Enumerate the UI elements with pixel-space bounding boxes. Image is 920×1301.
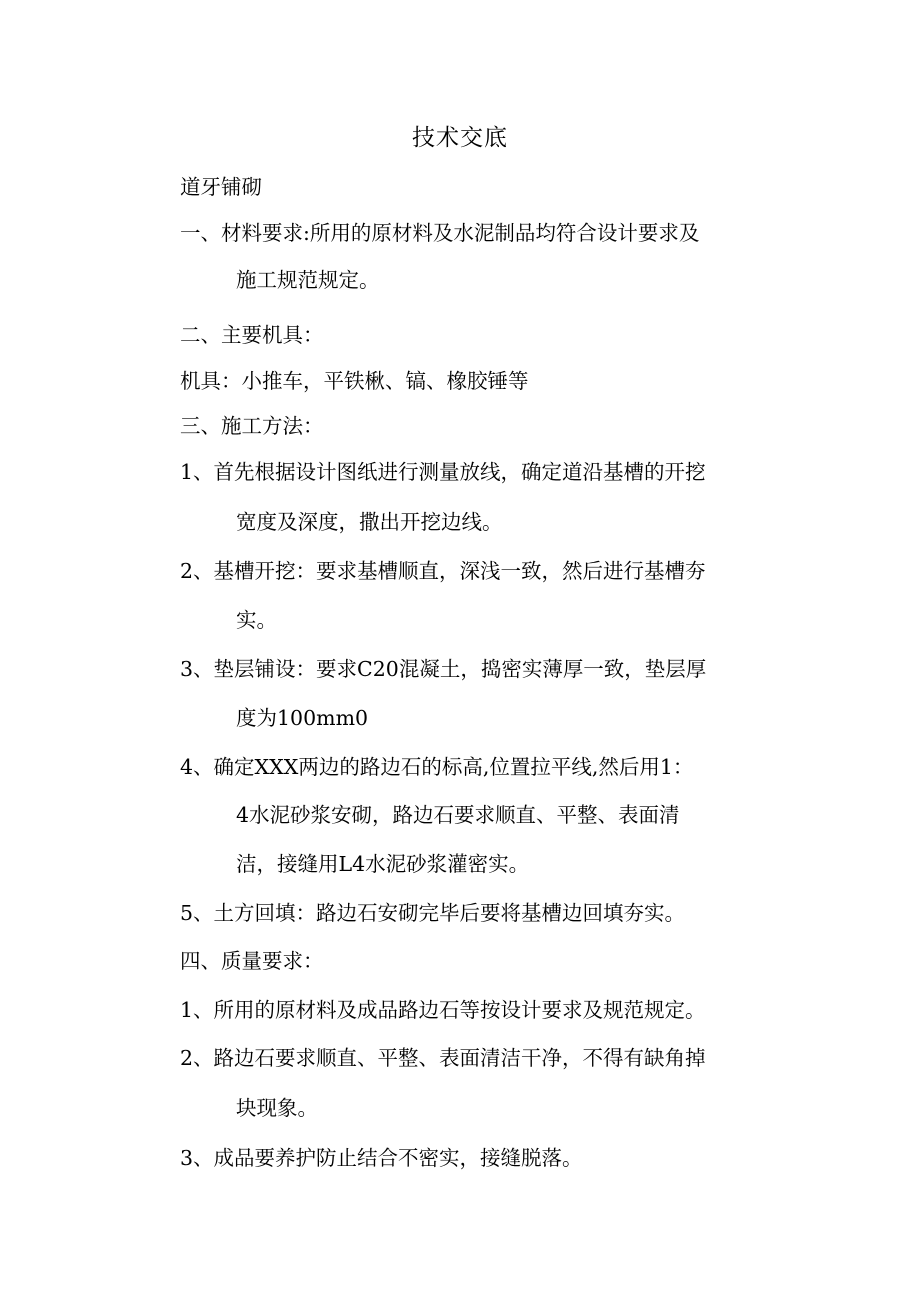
paragraph-line: 施工规范规定。 [236,268,380,292]
heading-methods: 三、施工方法： [180,414,324,438]
list-item: 1、所用的原材料及成品路边石等按设计要求及规范规定。 [180,998,706,1022]
list-item: 2、路边石要求顺直、平整、表面清洁干净，不得有缺角掉 [180,1046,706,1070]
list-item: 2、基槽开挖：要求基槽顺直，深浅一致，然后进行基槽夯 [180,559,706,583]
heading-quality: 四、质量要求： [180,949,324,973]
list-item: 3、垫层铺设：要求C20混凝土，捣密实薄厚一致，垫层厚 [180,657,707,681]
heading-equipment: 二、主要机具： [180,323,324,347]
list-item-continuation: 实。 [236,608,277,632]
list-item-continuation: 块现象。 [236,1096,318,1120]
list-item-continuation: 宽度及深度，撒出开挖边线。 [236,510,503,534]
document-title: 技术交底 [412,125,508,151]
list-item-continuation: 4水泥砂浆安砌，路边石要求顺直、平整、表面清 [236,803,680,827]
heading-materials: 一、材料要求:所用的原材料及水泥制品均符合设计要求及 [180,221,700,245]
section-subtitle: 道牙铺砌 [180,175,262,199]
list-item: 1、首先根据设计图纸进行测量放线，确定道沿基槽的开挖 [180,460,706,484]
paragraph-line: 机具：小推车，平铁楸、镐、橡胶锤等 [180,369,529,393]
list-item: 4、确定XXX两边的路边石的标高,位置拉平线,然后用1： [180,755,694,779]
list-item-continuation: 度为100mm0 [236,706,369,730]
list-item-continuation: 洁，接缝用L4水泥砂浆灌密实。 [236,852,530,876]
list-item: 5、土方回填：路边石安砌完毕后要将基槽边回填夯实。 [180,901,686,925]
list-item: 3、成品要养护防止结合不密实，接缝脱落。 [180,1146,583,1170]
